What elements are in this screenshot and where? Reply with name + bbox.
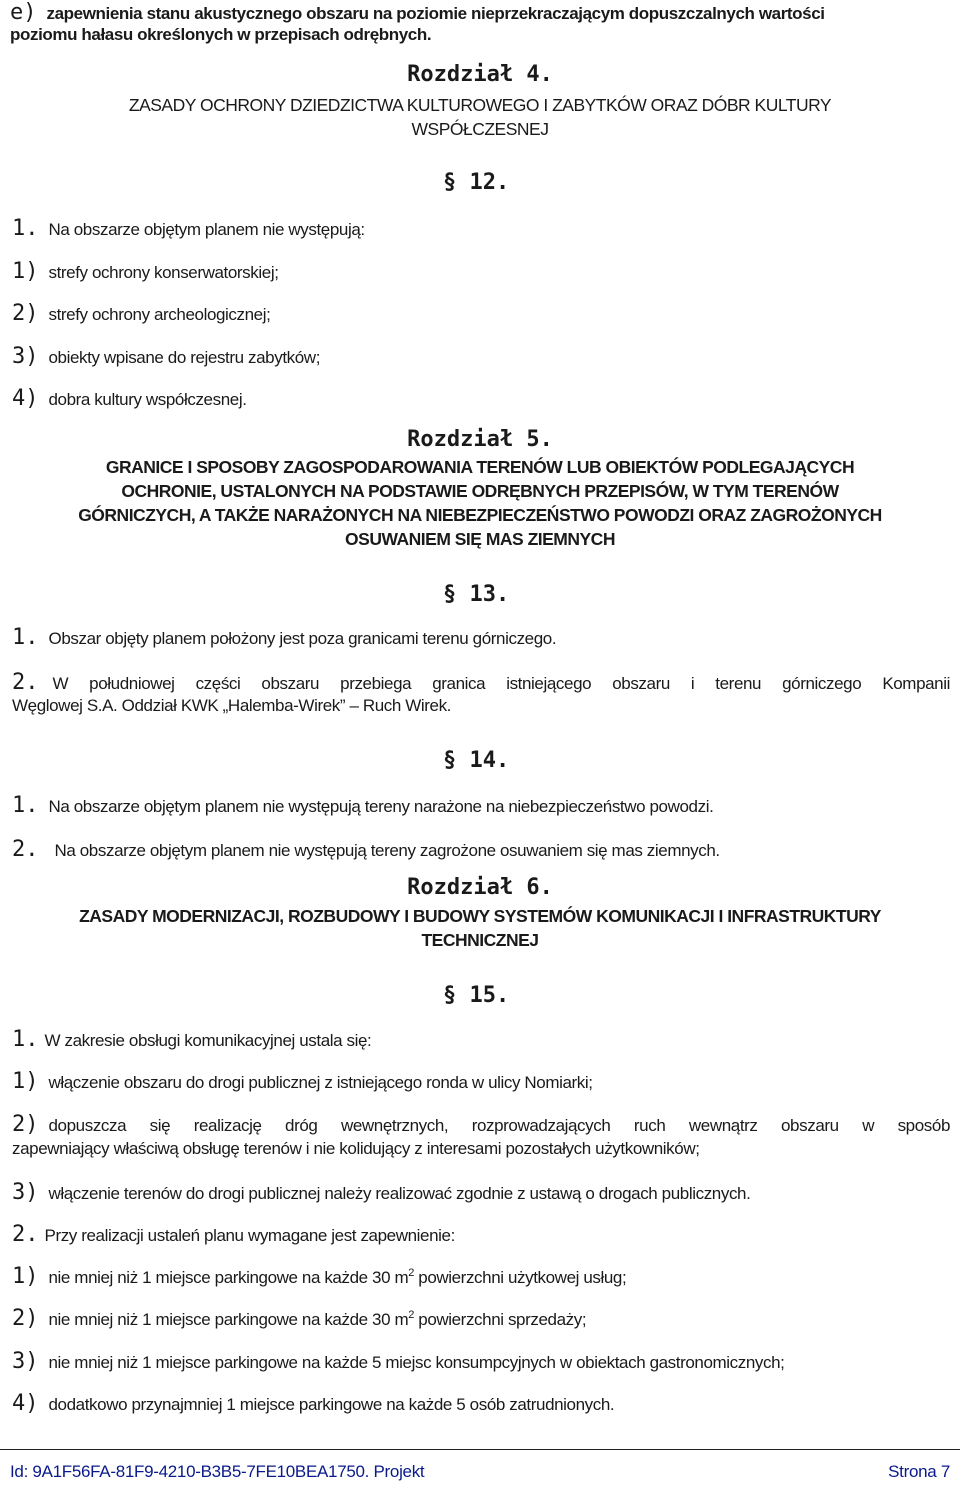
section-15: § 15. <box>443 983 510 1008</box>
section-sign-icon: § <box>443 983 457 1008</box>
paragraph-13-2-line-2: Węglowej S.A. Oddział KWK „Halemba-Wirek” – Ruch Wirek. <box>12 696 452 715</box>
list-item: 3) włączenie terenów do drogi publicznej należy realizować zgodnie z ustawą o drogach publicznych. <box>12 1180 751 1205</box>
list-item: 1) strefy ochrony konserwatorskiej; <box>12 259 279 284</box>
chapter-5-title-line-2: OCHRONIE, USTALONYCH NA PODSTAWIE ODRĘBNYCH PRZEPISÓW, W TYM TERENÓW <box>121 481 839 501</box>
document-id: Id: 9A1F56FA-81F9-4210-B3B5-7FE10BEA1750. Projekt <box>10 1462 425 1481</box>
section-14: § 14. <box>443 748 510 773</box>
footer-divider <box>0 1449 960 1450</box>
list-marker: e) <box>10 0 37 25</box>
list-item: 2) strefy ochrony archeologicznej; <box>12 301 271 326</box>
list-item: 1) włączenie obszaru do drogi publicznej z istniejącego ronda w ulicy Nomiarki; <box>12 1069 593 1094</box>
list-item: 4) dobra kultury współczesnej. <box>12 386 247 411</box>
chapter-6-title-line-2: TECHNICZNEJ <box>421 930 539 950</box>
list-item-line-2: zapewniający właściwą obsługę terenów i nie kolidujący z interesami pozostałych użytkowników; <box>12 1139 700 1158</box>
paragraph-14-2: 2. Na obszarze objętym planem nie występują tereny zagrożone osuwaniem się mas ziemnych. <box>12 837 720 862</box>
paragraph-13-1: 1. Obszar objęty planem położony jest poza granicami terenu górniczego. <box>12 625 557 650</box>
paragraph-15-1: 1. W zakresie obsługi komunikacyjnej ustala się: <box>12 1027 372 1052</box>
section-13: § 13. <box>443 582 510 607</box>
section-12: § 12. <box>443 170 510 195</box>
chapter-6-heading: Rozdział 6. <box>407 875 553 900</box>
intro-line-1: zapewnienia stanu akustycznego obszaru na poziomie nieprzekraczającym dopuszczalnych wartości <box>46 4 825 23</box>
paragraph-14-1: 1. Na obszarze objętym planem nie występują tereny narażone na niebezpieczeństwo powodzi. <box>12 793 714 818</box>
intro-line-2: poziomu hałasu określonych w przepisach odrębnych. <box>10 25 432 44</box>
chapter-4-title-line-1: ZASADY OCHRONY DZIEDZICTWA KULTUROWEGO I ZABYTKÓW ORAZ DÓBR KULTURY <box>128 95 832 115</box>
list-item: 2) dopuszcza się realizację dróg wewnętrznych, rozprowadzających ruch wewnątrz obszaru w sposób <box>12 1112 950 1137</box>
section-sign-icon: § <box>443 582 457 607</box>
chapter-4-heading: Rozdział 4. <box>407 62 553 87</box>
section-sign-icon: § <box>443 748 457 773</box>
chapter-5-title-line-3: GÓRNICZYCH, A TAKŻE NARAŻONYCH NA NIEBEZPIECZEŃSTWO POWODZI ORAZ ZAGROŻONYCH <box>78 505 882 525</box>
chapter-5-title-line-1: GRANICE I SPOSOBY ZAGOSPODAROWANIA TERENÓW LUB OBIEKTÓW PODLEGAJĄCYCH <box>105 457 855 477</box>
section-sign-icon: § <box>443 170 457 195</box>
list-item: 4) dodatkowo przynajmniej 1 miejsce parkingowe na każde 5 osób zatrudnionych. <box>12 1391 615 1416</box>
chapter-6-title-line-1: ZASADY MODERNIZACJI, ROZBUDOWY I BUDOWY SYSTEMÓW KOMUNIKACJI I INFRASTRUKTURY <box>79 906 881 926</box>
page-number: Strona 7 <box>888 1462 950 1481</box>
chapter-5-heading: Rozdział 5. <box>407 427 553 452</box>
list-item: 3) obiekty wpisane do rejestru zabytków; <box>12 344 321 369</box>
paragraph-12-1: 1. Na obszarze objętym planem nie występują: <box>12 216 365 241</box>
list-item: 2) nie mniej niż 1 miejsce parkingowe na każde 30 $m^2$ powierzchni sprzedaży; <box>12 1306 587 1331</box>
intro-paragraph <box>10 0 825 25</box>
chapter-4-title-line-2: WSPÓŁCZESNEJ <box>411 119 549 139</box>
paragraph-15-2: 2. Przy realizacji ustaleń planu wymagane jest zapewnienie: <box>12 1222 455 1247</box>
list-item: 1) nie mniej niż 1 miejsce parkingowe na każde 30 $m^2$ powierzchni użytkowej usług; <box>12 1264 627 1289</box>
chapter-5-title-line-4: OSUWANIEM SIĘ MAS ZIEMNYCH <box>345 529 615 549</box>
paragraph-13-2: 2. W południowej części obszaru przebiega granica istniejącego obszaru i terenu górniczego Kompanii <box>12 670 950 695</box>
list-item: 3) nie mniej niż 1 miejsce parkingowe na każde 5 miejsc konsumpcyjnych w obiektach gastronomicznych; <box>12 1349 785 1374</box>
